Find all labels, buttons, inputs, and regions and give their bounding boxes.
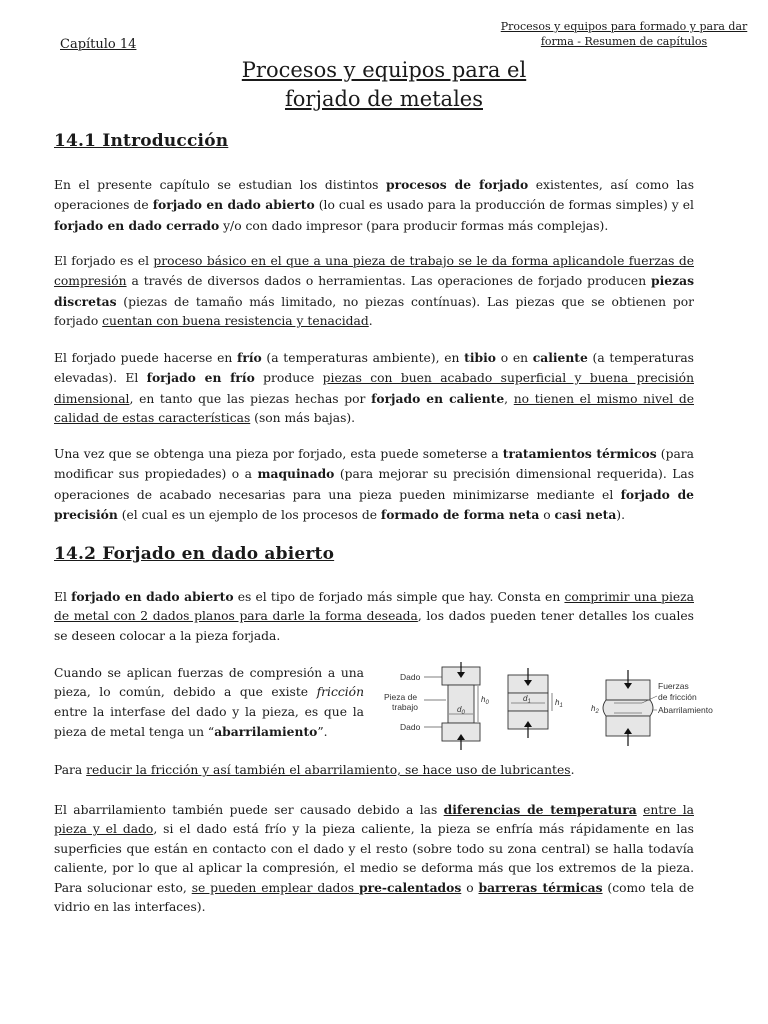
paragraph-intro-3: El forjado puede hacerse en frío (a temperaturas ambiente), en tibio o en caliente (a temperaturas elevadas). El forjado en frío produce piezas con buen acabado superficial y buena precisión dimensional, en tanto que las piezas hechas por forjado en caliente, no tienen el mismo nivel de calidad de estas características (son más bajas). <box>54 350 695 425</box>
page-title-line1: Procesos y equipos para el <box>241 58 527 82</box>
underlined-acabado: piezas con buen acabado superficial y buena precisión dimensional <box>54 371 695 406</box>
term-forjado-de-precision: forjado de precisión <box>54 486 694 522</box>
term-friccion: fricción <box>316 685 364 700</box>
term-piezas-discretas: piezas discretas <box>54 273 694 309</box>
sym-h1: $h_1$ <box>555 698 563 709</box>
paragraph-dado-abierto-1: El forjado en dado abierto es el tipo de forjado más simple que hay. Consta en comprimir una pieza de metal con 2 dados planos para darle la forma deseada, los dados pueden tener detalles los cuales se deseen colocar a la pieza forjada. <box>54 589 694 643</box>
term-diferencias-temperatura: diferencias de temperatura <box>443 802 637 817</box>
open-die-forging-figure <box>380 660 720 754</box>
term-tratamientos-termicos: tratamientos térmicos <box>502 446 657 461</box>
term-maquinado: maquinado <box>257 466 335 482</box>
term-forjado-en-caliente: forjado en caliente <box>371 390 505 406</box>
term-forma-neta: formado de forma neta <box>380 506 540 522</box>
sym-h2: $h_2$ <box>591 704 599 715</box>
term-caliente: caliente <box>532 350 588 365</box>
label-dado-top: Dado <box>400 672 421 682</box>
paragraph-dado-abierto-2: Cuando se aplican fuerzas de compresión a una pieza, lo común, debido a que existe fricción entre la interfase del dado y la pieza, es que la pieza de metal tenga un “abarrilamiento”. <box>54 666 364 739</box>
term-casi-neta: casi neta <box>554 506 617 522</box>
term-procesos-de-forjado: procesos de forjado <box>386 177 529 192</box>
term-barreras-termicas: barreras térmicas <box>478 880 603 896</box>
underlined-comprimir: comprimir una pieza de metal con 2 dados planos para darle la forma deseada <box>54 590 694 624</box>
underlined-lubricantes: reducir la fricción y así también el abarrilamiento, se hace uso de lubricantes <box>86 763 571 777</box>
running-header <box>490 19 758 49</box>
label-trabajo: trabajo <box>392 702 418 712</box>
sym-d1: $d_1$ <box>523 694 531 705</box>
paragraph-dado-abierto-4: El abarrilamiento también puede ser causado debido a las diferencias de temperatura entre la pieza y el dado, si el dado está frío y la pieza caliente, la pieza se enfría más rápidamente en las superficies que están en contacto con el dado y el resto (sobre todo su zona central) se halla todavía caliente, por lo que al aplicar la compresión, el medio se deforma más que los extremos de la pieza. Para solucionar esto, se pueden emplear dados pre-calentados o barreras térmicas (como tela de vidrio en las interfaces). <box>54 802 694 915</box>
section-heading-introduccion: 14.1 Introducción <box>54 131 229 151</box>
paragraph-intro-4: Una vez que se obtenga una pieza por forjado, esta puede someterse a tratamientos térmicos (para modificar sus propiedades) o a maquinado (para mejorar su precisión dimensional requerida). Las operaciones de acabado necesarias para una pieza pueden minimizarse mediante el forjado de precisión (el cual es un ejemplo de los procesos de formado de forma neta o casi neta). <box>54 446 695 522</box>
term-abarrilamiento: abarrilamiento <box>214 723 318 739</box>
label-dado-bottom: Dado <box>400 722 421 732</box>
sym-d0: $d_0$ <box>457 705 465 716</box>
running-header-line1: Procesos y equipos para formado y para dar <box>500 20 748 33</box>
section-heading-dado-abierto: 14.2 Forjado en dado abierto <box>54 544 335 564</box>
sym-h0: $h_0$ <box>481 695 489 706</box>
paragraph-intro-2: El forjado es el proceso básico en el que a una pieza de trabajo se le da forma aplicandole fuerzas de compresión a través de diversos dados o herramientas. Las operaciones de forjado producen piezas discretas (piezas de tamaño más limitado, no piezas contínuas). Las piezas que se obtienen por forjado cuentan con buena resistencia y tenacidad. <box>54 254 694 328</box>
label-pieza-de: Pieza de <box>384 692 418 702</box>
running-header-line2: forma - Resumen de capítulos <box>540 35 708 48</box>
paragraph-intro-1: En el presente capítulo se estudian los distintos procesos de forjado existentes, así como las operaciones de forjado en dado abierto (lo cual es usado para la producción de formas simples) y el forjado en dado cerrado y/o con dado impresor (para producir formas más complejas). <box>54 177 695 233</box>
chapter-label: Capítulo 14 <box>60 37 137 52</box>
term-tibio: tibio <box>464 350 496 365</box>
open-die-forging-diagram <box>380 660 720 754</box>
label-fuerzas: Fuerzas <box>658 681 689 691</box>
page-title-line2: forjado de metales <box>284 87 483 111</box>
term-forjado-dado-cerrado: forjado en dado cerrado <box>54 217 220 233</box>
term-frio: frío <box>237 350 262 365</box>
underlined-pieza-dado: entre la pieza y el dado <box>54 803 694 837</box>
term-forjado-dado-abierto-2: forjado en dado abierto <box>71 589 234 604</box>
term-forjado-en-frio: forjado en frío <box>146 370 255 386</box>
paragraph-dado-abierto-3: Para reducir la fricción y así también el abarrilamiento, se hace uso de lubricantes. <box>54 763 575 777</box>
label-abarrilamiento: Abarrilamiento <box>658 705 713 715</box>
underlined-resistencia: cuentan con buena resistencia y tenacidad <box>102 313 369 328</box>
term-pre-calentados: pre-calentados <box>359 880 462 896</box>
label-de-friccion: de fricción <box>658 692 697 702</box>
term-forjado-dado-abierto: forjado en dado abierto <box>152 197 315 213</box>
underlined-calidad: no tienen el mismo nivel de calidad de estas características <box>54 391 694 425</box>
underlined-definition: proceso básico en el que a una pieza de trabajo se le da forma aplicandole fuerzas de compresión <box>54 254 694 289</box>
underlined-emplear-dados: se pueden emplear dados <box>191 881 360 896</box>
page-title <box>0 56 768 114</box>
